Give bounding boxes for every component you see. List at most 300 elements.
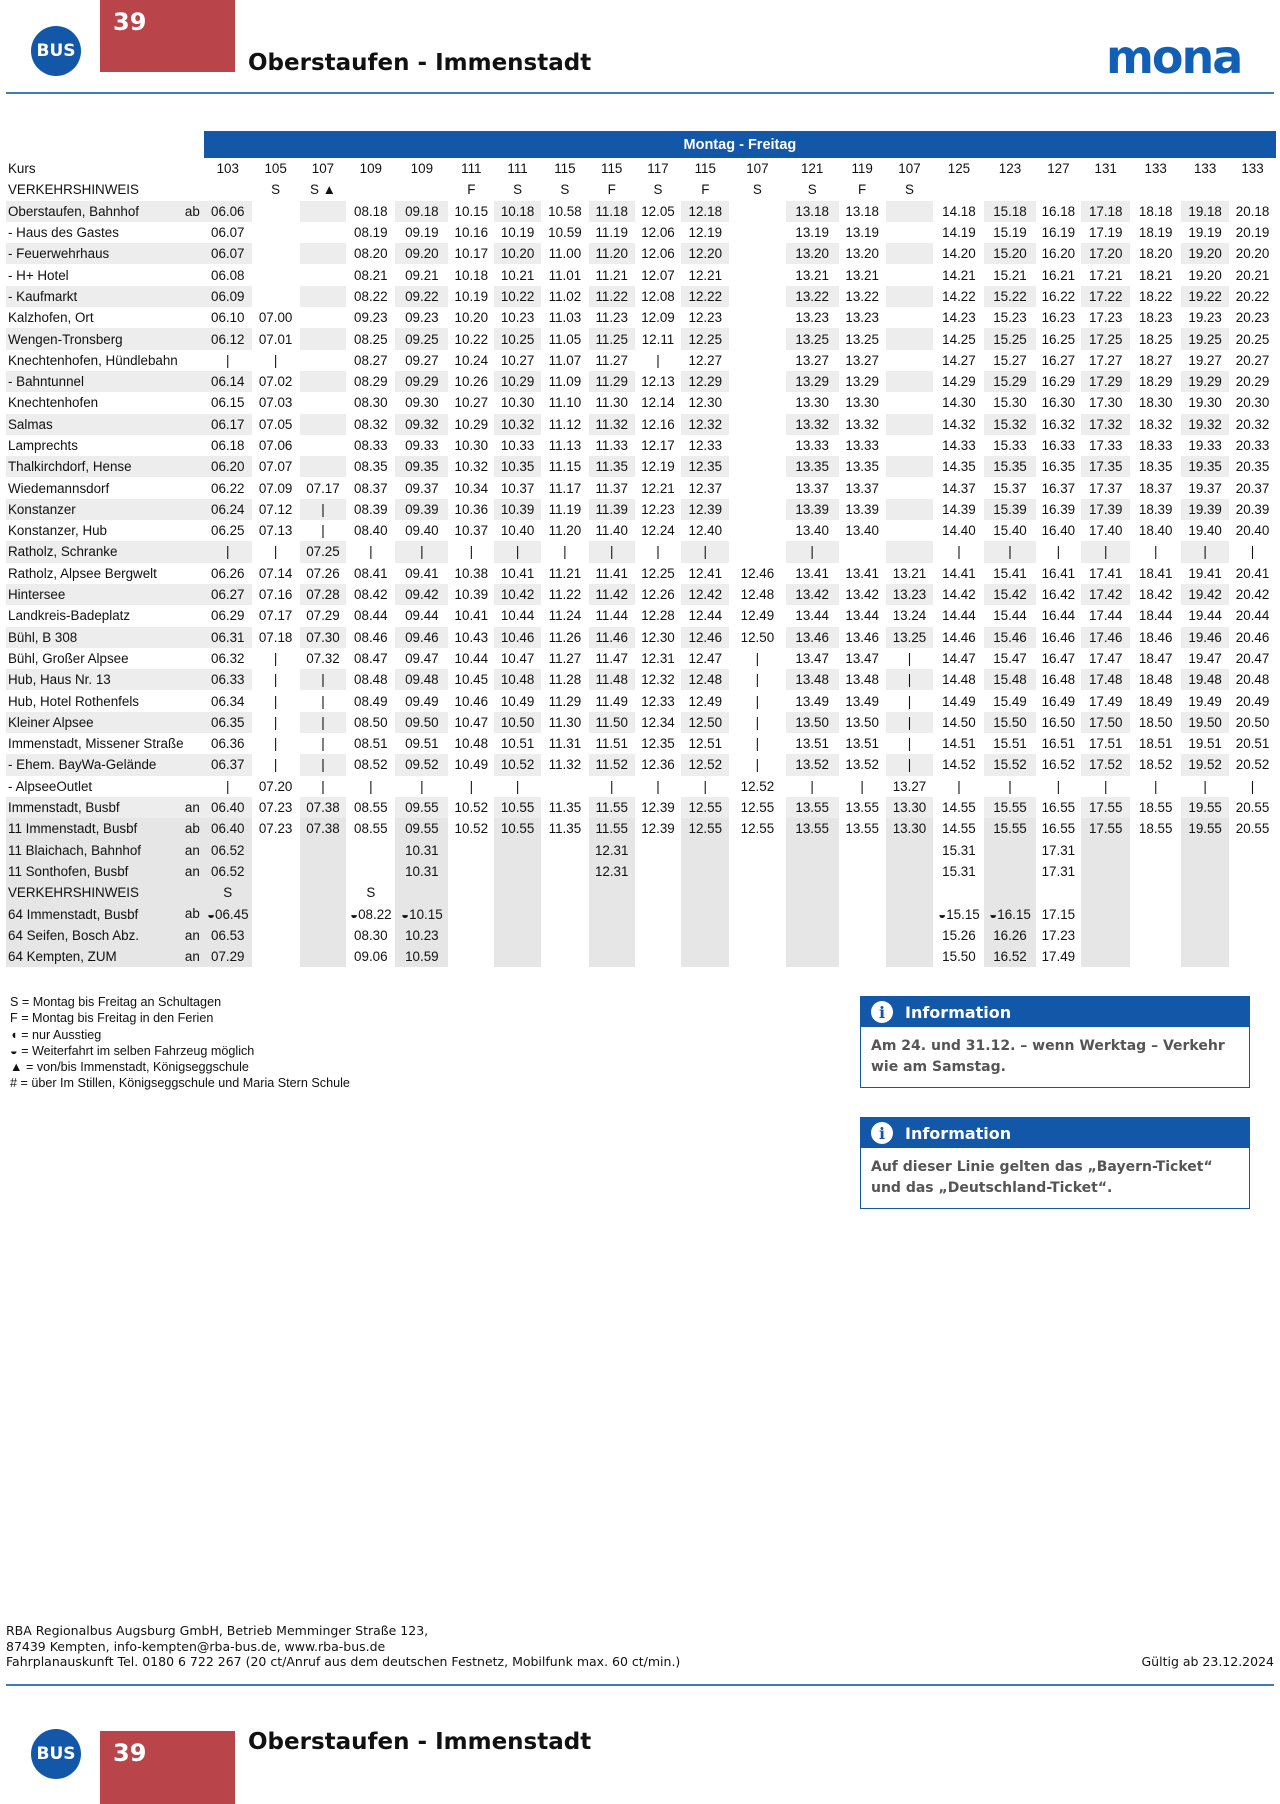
departure-time <box>1181 903 1229 924</box>
departure-time: 06.34 <box>211 693 245 709</box>
departure-time: 08.49 <box>354 693 388 709</box>
bus-badge-label: BUS <box>36 1744 76 1764</box>
stop-name: - AlpseeOutlet <box>8 778 93 794</box>
departure-time: | <box>321 778 325 794</box>
departure-time: 10.17 <box>448 243 494 264</box>
stop-name: - Kaufmarkt <box>8 288 78 304</box>
stop-name-cell <box>6 307 204 328</box>
stop-name: Wiedemannsdorf <box>8 480 110 496</box>
departure-time <box>1229 882 1276 903</box>
departure-time: 18.55 <box>1130 797 1181 818</box>
stop-row <box>6 201 1276 222</box>
departure-time <box>1229 946 1276 967</box>
stop-name: Wengen-Tronsberg <box>8 331 123 347</box>
departure-time: 10.29 <box>494 371 541 392</box>
stop-name-cell <box>6 605 204 626</box>
departure-time: 16.26 <box>984 925 1035 946</box>
departure-time: 12.32 <box>681 414 729 435</box>
departure-time: 20.44 <box>1235 608 1270 624</box>
departure-time: 07.29 <box>306 608 340 624</box>
departure-time: 12.35 <box>641 736 675 752</box>
departure-time <box>494 882 541 903</box>
departure-time: 15.42 <box>984 584 1035 605</box>
stop-name: Oberstaufen, Bahnhof <box>8 203 140 219</box>
departure-time: 12.36 <box>635 754 682 775</box>
departure-time: 07.12 <box>252 499 300 520</box>
departure-time: 08.20 <box>346 243 395 264</box>
departure-time: 10.52 <box>448 797 494 818</box>
departure-time: 14.18 <box>933 201 984 222</box>
departure-time <box>300 264 347 285</box>
info-title: Information <box>905 1002 1012 1022</box>
bus-badge-label: BUS <box>36 41 76 61</box>
arrival-departure-marker: an <box>184 927 200 943</box>
departure-time <box>1081 840 1130 861</box>
departure-time: 12.50 <box>729 627 785 648</box>
departure-time <box>886 477 934 498</box>
departure-time: 13.25 <box>839 328 886 349</box>
departure-time: 11.26 <box>541 627 589 648</box>
departure-time <box>1130 925 1181 946</box>
stop-row <box>6 627 1276 648</box>
departure-time: 20.41 <box>1235 565 1270 581</box>
departure-time: 08.32 <box>346 414 395 435</box>
departure-time: 15.55 <box>984 818 1035 839</box>
departure-time: 14.35 <box>933 456 984 477</box>
departure-time: 13.22 <box>786 286 839 307</box>
departure-time: 07.13 <box>258 523 293 539</box>
departure-time <box>494 925 541 946</box>
departure-time: 10.29 <box>448 414 494 435</box>
departure-time: 08.48 <box>346 669 395 690</box>
departure-time: 06.08 <box>211 267 245 283</box>
departure-time <box>886 392 934 413</box>
departure-time: 10.58 <box>541 201 589 222</box>
departure-time: 12.07 <box>641 267 675 283</box>
departure-time <box>1229 925 1276 946</box>
departure-time <box>541 776 589 797</box>
info-title: Information <box>905 1123 1012 1143</box>
departure-time <box>448 946 494 967</box>
departure-time: 14.50 <box>933 712 984 733</box>
departure-time: 19.51 <box>1188 736 1222 752</box>
departure-time: 18.32 <box>1130 414 1181 435</box>
departure-time: 13.55 <box>786 818 839 839</box>
departure-time: 14.20 <box>933 243 984 264</box>
departure-time: | <box>681 541 729 562</box>
departure-time: ◒15.15 <box>933 903 984 924</box>
departure-time: 15.25 <box>984 328 1035 349</box>
departure-time: 07.25 <box>300 541 347 562</box>
departure-time: 20.23 <box>1235 310 1270 326</box>
course-note <box>1130 179 1181 200</box>
departure-time: 10.39 <box>448 584 494 605</box>
departure-time: 13.29 <box>839 371 886 392</box>
departure-time: 10.45 <box>448 669 494 690</box>
stop-name: Bühl, Großer Alpsee <box>8 650 129 666</box>
departure-time: 11.30 <box>595 395 628 411</box>
departure-time: 08.52 <box>346 754 395 775</box>
departure-time <box>300 201 347 222</box>
departure-time: 10.23 <box>500 310 535 326</box>
stop-name-cell <box>6 563 204 584</box>
departure-time: | <box>1036 541 1082 562</box>
departure-time: 08.30 <box>346 925 395 946</box>
departure-time <box>729 861 785 882</box>
stop-name: Knechtenhofen, Hündlebahn <box>8 352 178 368</box>
departure-time: 06.20 <box>204 456 252 477</box>
route-title: Oberstaufen - Immenstadt <box>248 50 592 76</box>
arrival-departure-marker: ab <box>184 203 200 219</box>
departure-time: 09.49 <box>405 693 439 709</box>
departure-time: | <box>515 778 520 794</box>
stop-name: 11 Immenstadt, Busbf <box>8 821 138 837</box>
departure-time: 19.20 <box>1188 267 1222 283</box>
departure-time: 11.31 <box>548 736 582 752</box>
departure-time <box>252 201 300 222</box>
course-row <box>6 158 1276 179</box>
departure-time: 19.23 <box>1188 310 1222 326</box>
departure-time: 07.05 <box>252 414 300 435</box>
departure-time: 15.50 <box>984 712 1035 733</box>
departure-time: 06.37 <box>204 754 252 775</box>
stop-name: Ratholz, Schranke <box>8 544 118 560</box>
departure-time: 18.20 <box>1130 243 1181 264</box>
departure-time: | <box>786 541 839 562</box>
departure-time: 12.30 <box>635 627 682 648</box>
departure-time: 13.52 <box>839 754 886 775</box>
departure-time <box>839 925 886 946</box>
departure-time: 13.30 <box>845 395 879 411</box>
departure-time: | <box>984 541 1035 562</box>
departure-time: 10.18 <box>454 267 489 283</box>
departure-time: | <box>1203 778 1207 794</box>
departure-time: 18.35 <box>1130 456 1181 477</box>
timetable <box>6 131 1276 967</box>
departure-time: 12.31 <box>589 840 635 861</box>
course-number: 119 <box>851 161 873 177</box>
departure-time <box>1229 840 1276 861</box>
departure-time: 16.22 <box>1036 286 1082 307</box>
departure-time: 17.48 <box>1081 669 1130 690</box>
departure-time <box>300 861 347 882</box>
departure-time: 12.23 <box>688 310 723 326</box>
departure-time: 08.18 <box>346 201 395 222</box>
stop-name-cell <box>6 861 204 882</box>
departure-time: 13.22 <box>839 286 886 307</box>
departure-time: 06.33 <box>204 669 252 690</box>
departure-time: 13.33 <box>795 438 829 453</box>
departure-time: 09.33 <box>405 438 439 453</box>
departure-time: | <box>300 754 347 775</box>
legend-item: S = Montag bis Freitag an Schultagen <box>10 995 222 1009</box>
departure-time: 11.19 <box>541 499 589 520</box>
departure-time: 16.48 <box>1036 669 1082 690</box>
departure-time: 17.46 <box>1081 627 1130 648</box>
departure-time: 16.20 <box>1036 243 1082 264</box>
departure-time <box>786 882 839 903</box>
course-number: 133 <box>1193 161 1217 177</box>
departure-time: 10.51 <box>500 736 535 752</box>
departure-time: | <box>273 352 278 368</box>
blank-cell <box>6 131 204 158</box>
stop-name: Konstanzer <box>8 501 76 517</box>
departure-time <box>1181 946 1229 967</box>
departure-time: 20.52 <box>1229 754 1276 775</box>
departure-time: 09.51 <box>405 736 439 752</box>
departure-time: | <box>810 778 814 794</box>
stop-row <box>6 712 1276 733</box>
departure-time <box>1081 861 1130 882</box>
stop-name: 11 Sonthofen, Busbf <box>8 863 129 879</box>
departure-time: 06.32 <box>211 650 245 666</box>
line-number: 39 <box>113 8 147 36</box>
departure-time: ◒16.15 <box>984 903 1035 924</box>
departure-time: 11.01 <box>548 267 582 283</box>
arrival-departure-marker: an <box>184 863 200 879</box>
footer-line: Fahrplanauskunft Tel. 0180 6 722 267 (20 ct/Anruf aus dem deutschen Festnetz, Mobilfunk max. 60 ct/min.) <box>6 1654 681 1669</box>
departure-time: 13.21 <box>795 267 829 283</box>
departure-time: 12.46 <box>681 627 729 648</box>
departure-time: 15.21 <box>993 267 1027 283</box>
departure-time: 17.29 <box>1081 371 1130 392</box>
departure-time: 13.44 <box>795 608 829 624</box>
departure-time <box>886 435 934 456</box>
departure-time: 11.30 <box>541 712 589 733</box>
departure-time <box>300 350 347 371</box>
departure-time <box>300 903 347 924</box>
departure-time: 16.33 <box>1041 438 1076 453</box>
departure-time: 17.42 <box>1081 584 1130 605</box>
departure-time: | <box>957 778 961 794</box>
stop-name-cell <box>6 797 204 818</box>
stop-name-cell <box>6 350 204 371</box>
departure-time <box>729 243 785 264</box>
stop-name-cell <box>6 690 204 711</box>
departure-time: 19.40 <box>1188 523 1222 539</box>
departure-time: 09.23 <box>405 310 439 326</box>
departure-time: 12.55 <box>729 797 785 818</box>
departure-time: 17.22 <box>1081 286 1130 307</box>
departure-time: 10.55 <box>494 818 541 839</box>
course-number: 115 <box>694 161 716 177</box>
departure-time <box>729 371 785 392</box>
departure-time: 11.37 <box>595 480 628 496</box>
departure-time: 10.31 <box>395 861 448 882</box>
departure-time: | <box>395 541 448 562</box>
departure-time: 13.47 <box>845 650 879 666</box>
departure-time: 12.50 <box>681 712 729 733</box>
departure-time: 11.27 <box>595 352 628 368</box>
departure-time: 15.22 <box>984 286 1035 307</box>
departure-time: 06.25 <box>211 523 245 539</box>
departure-time: 12.23 <box>635 499 682 520</box>
departure-time: 13.41 <box>795 565 829 581</box>
departure-time: | <box>1056 778 1061 794</box>
stop-name: Konstanzer, Hub <box>8 523 108 539</box>
departure-time: 13.37 <box>845 480 879 496</box>
info-box-holiday <box>860 996 1250 1088</box>
departure-time: 07.14 <box>258 565 293 581</box>
departure-time: 14.19 <box>942 225 976 241</box>
departure-time: 18.21 <box>1138 267 1173 283</box>
departure-time: 12.37 <box>688 480 723 496</box>
departure-time <box>729 264 785 285</box>
departure-time: | <box>321 736 325 752</box>
departure-time: 13.19 <box>845 225 879 241</box>
stop-name: - H+ Hotel <box>8 267 69 283</box>
departure-time: 12.21 <box>688 267 723 283</box>
course-note: S ▲ <box>309 182 336 198</box>
departure-time <box>839 541 886 562</box>
departure-time: 16.46 <box>1036 627 1082 648</box>
departure-time: 13.55 <box>839 797 886 818</box>
departure-time <box>786 861 839 882</box>
departure-time: 06.17 <box>204 414 252 435</box>
departure-time <box>886 840 934 861</box>
departure-time: 11.28 <box>541 669 589 690</box>
departure-time: | <box>886 669 934 690</box>
departure-time: 11.29 <box>548 693 582 709</box>
departure-time: 09.30 <box>405 395 439 411</box>
departure-time: | <box>469 778 474 794</box>
departure-time: 17.20 <box>1081 243 1130 264</box>
departure-time <box>252 861 300 882</box>
departure-time: 13.55 <box>786 797 839 818</box>
departure-time: 11.39 <box>589 499 635 520</box>
departure-time: 07.18 <box>252 627 300 648</box>
stop-name: 64 Immenstadt, Busbf <box>8 906 139 922</box>
departure-time: 12.22 <box>681 286 729 307</box>
departure-time: 11.23 <box>595 310 628 326</box>
departure-time: 08.29 <box>346 371 395 392</box>
departure-time: 16.39 <box>1036 499 1082 520</box>
departure-time: 12.34 <box>635 712 682 733</box>
departure-time: | <box>252 712 300 733</box>
departure-time: | <box>755 650 760 666</box>
departure-time: 15.50 <box>933 946 984 967</box>
departure-time: 12.25 <box>641 565 675 581</box>
departure-time <box>984 861 1035 882</box>
departure-time: 07.23 <box>252 797 300 818</box>
departure-time: 18.37 <box>1138 480 1173 496</box>
departure-time: 17.37 <box>1088 480 1123 496</box>
departure-time <box>395 882 448 903</box>
departure-time: 20.42 <box>1229 584 1276 605</box>
footer-line: 87439 Kempten, info-kempten@rba-bus.de, www.rba-bus.de <box>6 1638 386 1654</box>
stop-name-cell <box>6 882 204 903</box>
stop-name: Immenstadt, Missener Straße <box>8 736 184 752</box>
course-note: F <box>607 182 616 198</box>
departure-time: 09.21 <box>405 267 439 283</box>
departure-time: 18.40 <box>1138 523 1173 539</box>
departure-time <box>541 840 589 861</box>
departure-time: 14.40 <box>942 523 976 539</box>
departure-time: 18.30 <box>1138 395 1173 411</box>
departure-time: 10.37 <box>500 480 535 496</box>
departure-time: | <box>609 778 614 794</box>
departure-time: | <box>226 352 230 368</box>
departure-time: 13.50 <box>839 712 886 733</box>
departure-time: 13.32 <box>786 414 839 435</box>
departure-time: 12.06 <box>641 225 675 241</box>
departure-time: 12.21 <box>641 480 675 496</box>
departure-time: 13.50 <box>786 712 839 733</box>
departure-time: 17.55 <box>1081 818 1130 839</box>
departure-time: 14.32 <box>933 414 984 435</box>
departure-time: 11.48 <box>589 669 635 690</box>
departure-time <box>494 903 541 924</box>
departure-time: 10.59 <box>548 225 582 241</box>
departure-time <box>300 882 347 903</box>
departure-time: 13.35 <box>839 456 886 477</box>
departure-time: 06.27 <box>204 584 252 605</box>
departure-time: 12.46 <box>740 565 775 581</box>
departure-time: 18.46 <box>1130 627 1181 648</box>
departure-time: 11.21 <box>595 267 628 283</box>
course-number: 105 <box>264 161 287 177</box>
stop-row <box>6 264 1276 285</box>
departure-time <box>635 840 682 861</box>
departure-time: 16.49 <box>1041 693 1076 709</box>
departure-time: 16.41 <box>1041 565 1076 581</box>
departure-time: 10.16 <box>454 225 489 241</box>
departure-time: 15.52 <box>984 754 1035 775</box>
departure-time <box>729 499 785 520</box>
departure-time: 08.21 <box>354 267 388 283</box>
departure-time: 19.41 <box>1188 565 1222 581</box>
departure-time: 13.39 <box>839 499 886 520</box>
departure-time: 13.18 <box>786 201 839 222</box>
departure-time: 13.37 <box>795 480 829 496</box>
day-label: Montag - Freitag <box>204 131 1276 158</box>
departure-time <box>300 243 347 264</box>
departure-time <box>729 520 785 541</box>
stop-row <box>6 776 1276 797</box>
departure-time: 16.47 <box>1041 650 1076 666</box>
departure-time <box>886 328 934 349</box>
departure-time: 06.09 <box>204 286 252 307</box>
stop-row <box>6 456 1276 477</box>
departure-time: 06.07 <box>204 243 252 264</box>
departure-time: 12.14 <box>641 395 675 411</box>
departure-time: | <box>1250 778 1255 794</box>
departure-time: 12.11 <box>635 328 682 349</box>
departure-time: 18.41 <box>1138 565 1173 581</box>
departure-time: 10.18 <box>494 201 541 222</box>
stop-name-cell <box>6 541 204 562</box>
departure-time: 20.49 <box>1235 693 1270 709</box>
departure-time <box>300 286 347 307</box>
departure-time: 10.55 <box>494 797 541 818</box>
departure-time: 12.39 <box>635 818 682 839</box>
course-note: S <box>271 182 281 198</box>
departure-time <box>252 840 300 861</box>
departure-time: 14.48 <box>933 669 984 690</box>
departure-time: 09.55 <box>395 797 448 818</box>
departure-time: 13.18 <box>839 201 886 222</box>
departure-time: 11.32 <box>541 754 589 775</box>
departure-time: 12.55 <box>681 818 729 839</box>
departure-time <box>346 861 395 882</box>
departure-time: 15.37 <box>993 480 1027 496</box>
departure-time: ◒10.15 <box>395 903 448 924</box>
departure-time: 08.27 <box>354 352 388 368</box>
departure-time: 17.23 <box>1088 310 1123 326</box>
departure-time: 06.15 <box>211 395 245 411</box>
course-number: 133 <box>1144 161 1167 177</box>
departure-time: 12.39 <box>635 797 682 818</box>
